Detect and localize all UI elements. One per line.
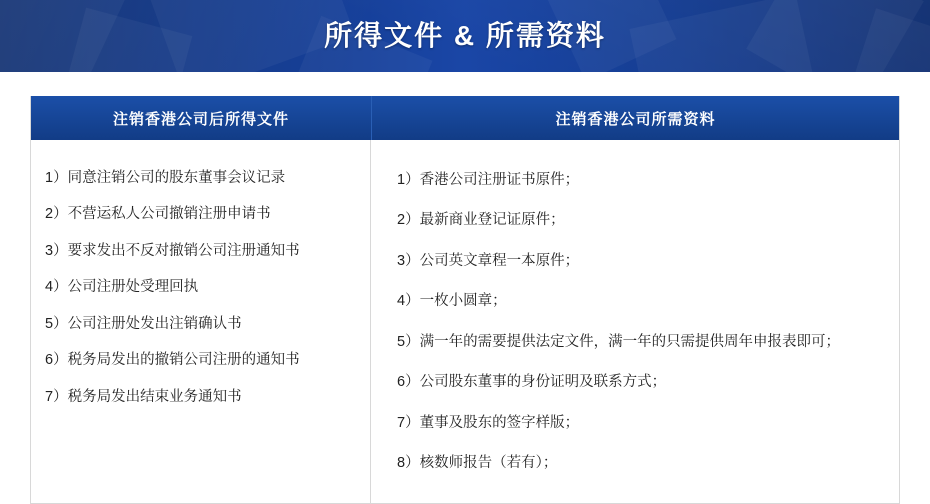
list-item: 2）不营运私人公司撤销注册申请书	[45, 206, 271, 223]
table-header-required-materials: 注销香港公司所需资料	[372, 96, 899, 140]
table-body	[31, 140, 899, 503]
list-item: 6）税务局发出的撤销公司注册的通知书	[45, 352, 300, 369]
column-obtained-documents	[31, 140, 371, 503]
documents-table	[30, 96, 900, 504]
column-required-materials	[371, 140, 899, 503]
list-item: 7）董事及股东的签字样版；	[397, 414, 580, 431]
table-header-row	[31, 96, 899, 140]
page-title: 所得文件 & 所需资料	[324, 20, 606, 51]
table-header-obtained-documents: 注销香港公司后所得文件	[31, 96, 372, 140]
list-item: 8）核数师报告（若有）；	[397, 455, 558, 472]
list-item: 3）公司英文章程一本原件；	[397, 252, 580, 269]
list-item: 5）公司注册处发出注销确认书	[45, 315, 242, 332]
list-item: 1）同意注销公司的股东董事会议记录	[45, 169, 286, 186]
list-item: 7）税务局发出结束业务通知书	[45, 388, 242, 405]
list-item: 6）公司股东董事的身份证明及联系方式；	[397, 374, 667, 391]
list-item: 1）香港公司注册证书原件；	[397, 171, 580, 188]
list-item: 5）满一年的需要提供法定文件，满一年的只需提供周年申报表即可；	[397, 333, 841, 350]
list-item: 4）公司注册处受理回执	[45, 279, 199, 296]
page-banner	[0, 0, 930, 72]
list-item: 2）最新商业登记证原件；	[397, 212, 565, 229]
list-item: 4）一枚小圆章；	[397, 293, 507, 310]
list-item: 3）要求发出不反对撤销公司注册通知书	[45, 242, 300, 259]
